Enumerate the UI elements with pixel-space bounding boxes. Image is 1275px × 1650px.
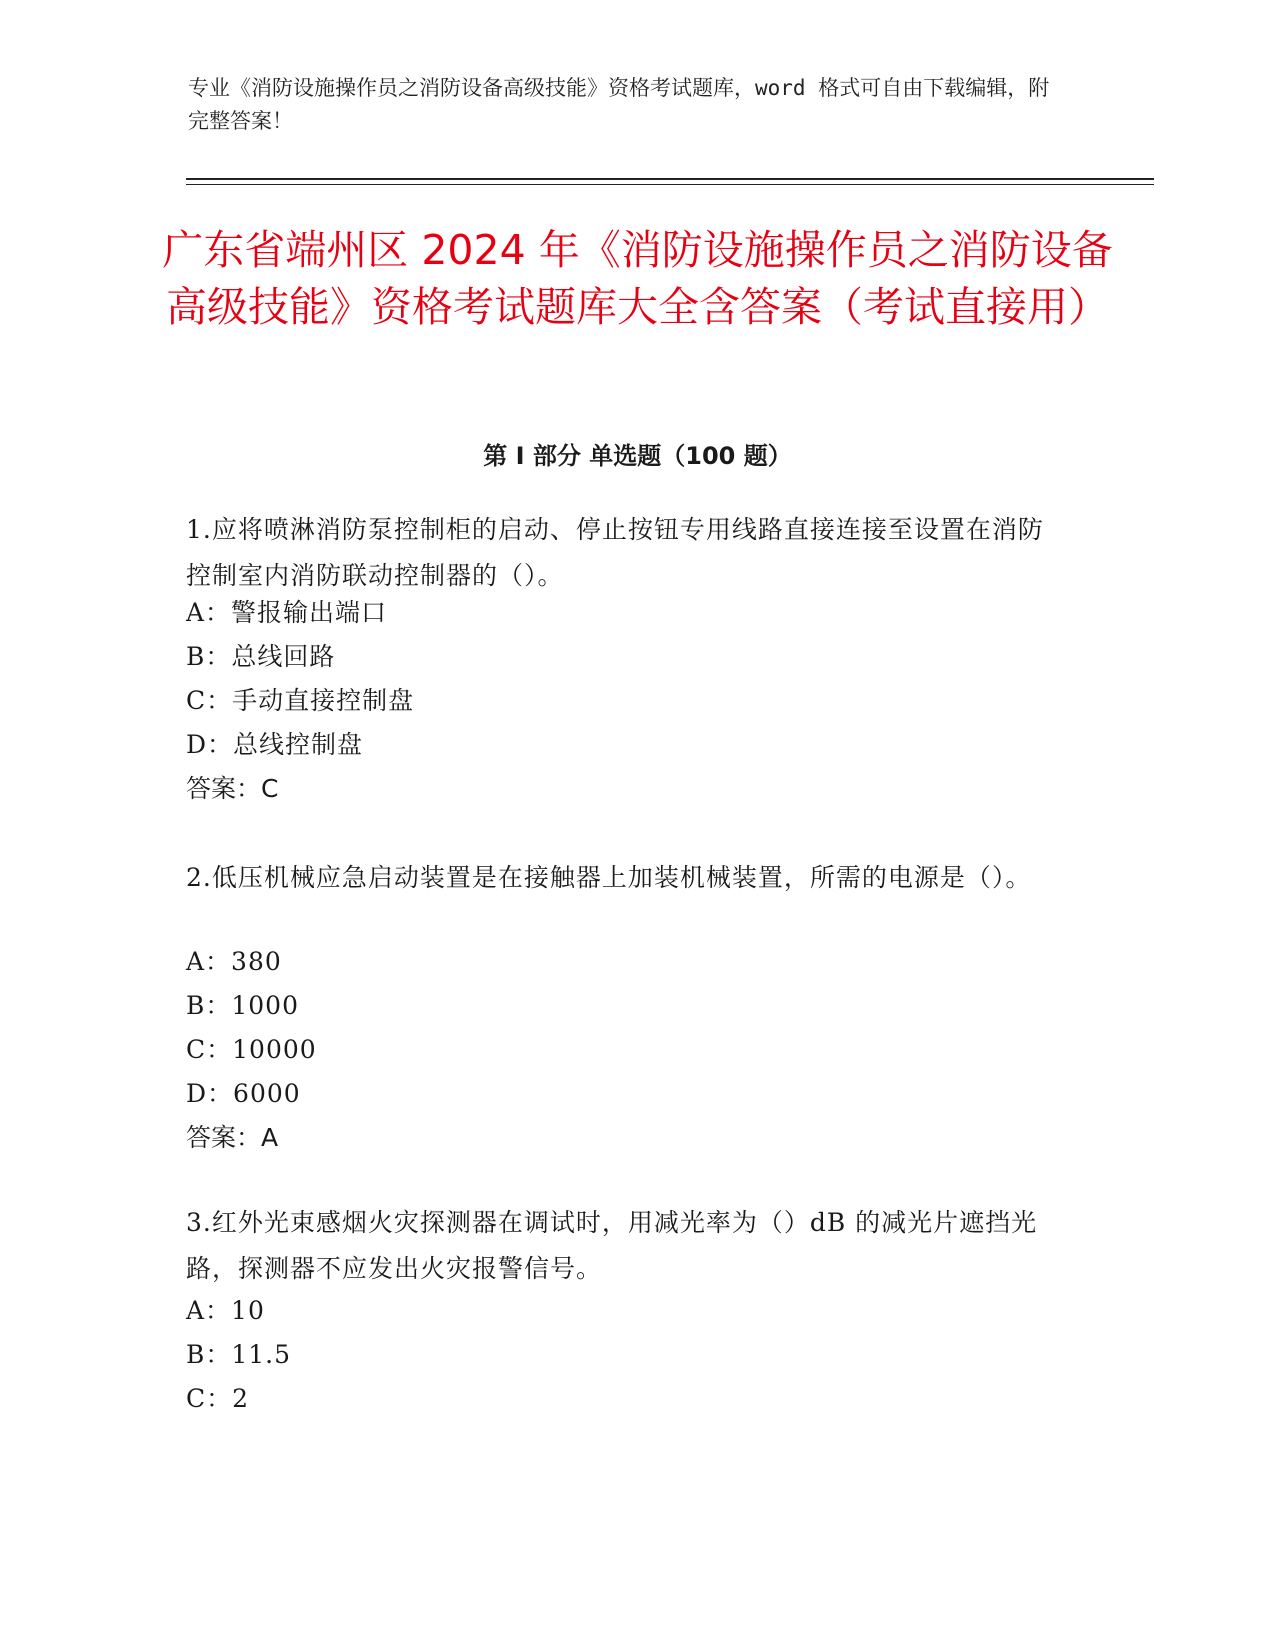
answer-line: 答案：C: [186, 774, 279, 803]
question-stem: 2.低压机械应急启动装置是在接触器上加装机械装置，所需的电源是（）。: [186, 863, 1032, 892]
header-rule-thick: [186, 178, 1154, 180]
option-c: C：2: [186, 1384, 250, 1413]
option-b: B：1000: [186, 991, 299, 1020]
header-rule-thin: [186, 184, 1154, 185]
section-title: 第 I 部分 单选题（100 题）: [483, 442, 792, 470]
option-c: C：手动直接控制盘: [186, 686, 415, 715]
question-stem: 1.应将喷淋消防泵控制柜的启动、停止按钮专用线路直接连接至设置在消防控制室内消防联动控制器的（）。: [186, 515, 1044, 590]
document-title: 广东省端州区 2024 年《消防设施操作员之消防设备高级技能》资格考试题库大全含答案（考试直接用）: [162, 226, 1113, 331]
option-b: B：总线回路: [186, 642, 336, 671]
question-stem: 3.红外光束感烟火灾探测器在调试时，用减光率为（）dB 的减光片遮挡光路，探测器不应发出火灾报警信号。: [186, 1208, 1038, 1283]
option-d: D：6000: [186, 1079, 301, 1108]
option-c: C：10000: [186, 1035, 317, 1064]
option-a: A：10: [186, 1296, 265, 1325]
answer-line: 答案：A: [186, 1123, 279, 1152]
option-a: A：警报输出端口: [186, 598, 388, 627]
option-b: B：11.5: [186, 1340, 292, 1369]
header-note: 专业《消防设施操作员之消防设备高级技能》资格考试题库，word 格式可自由下载编辑，附完整答案！: [188, 76, 1050, 133]
option-a: A：380: [186, 947, 282, 976]
option-d: D：总线控制盘: [186, 730, 364, 759]
